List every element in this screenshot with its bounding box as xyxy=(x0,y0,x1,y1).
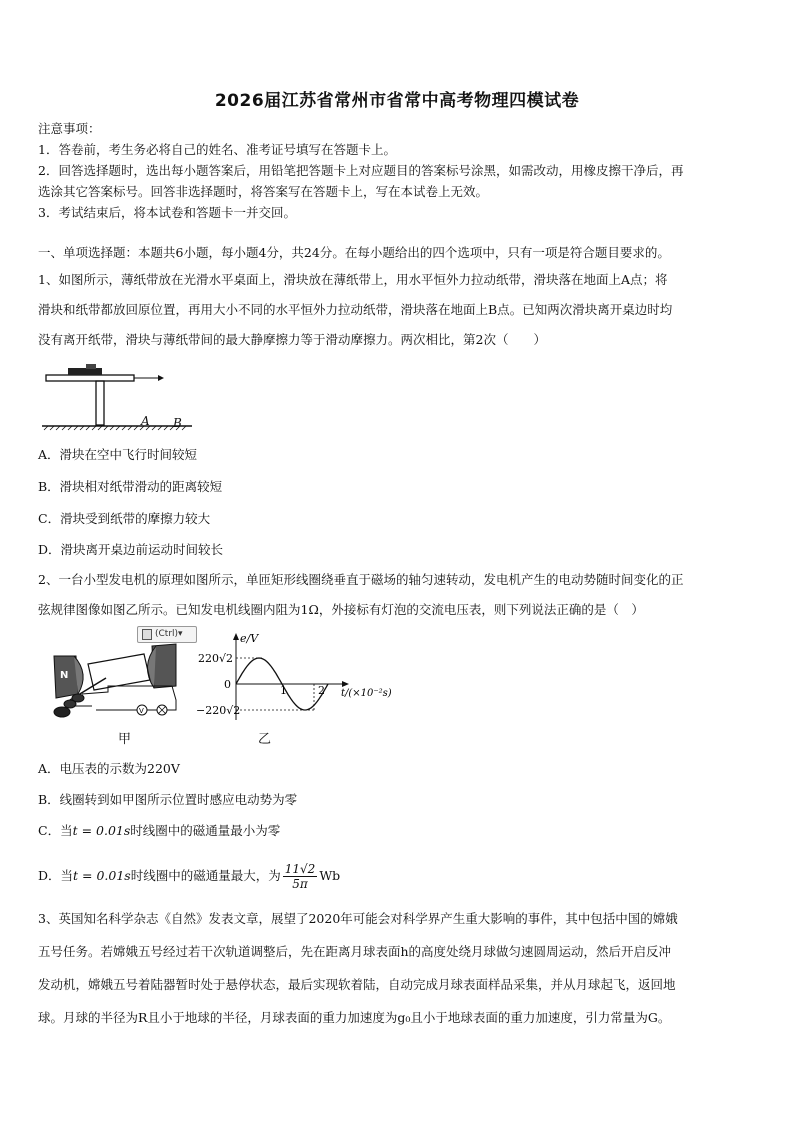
graph-tick-2: 2 xyxy=(318,684,325,697)
graph-tick-1: 1 xyxy=(280,684,287,697)
ctrl-label: (Ctrl)▾ xyxy=(155,629,183,639)
flux-denominator: 5π xyxy=(292,877,308,891)
q2-option-c-math: t = 0.01s xyxy=(72,823,131,838)
notice-item: 选涂其它答案标号。回答非选择题时，将答案写在答题卡上，写在本试卷上无效。 xyxy=(38,184,489,199)
q3-stem-line: 球。月球的半径为R且小于地球的半径，月球表面的重力加速度为g₀且小于地球表面的重力加速度，引力常量为G。 xyxy=(38,1010,671,1025)
q1-stem-line: 没有离开纸带，滑块与薄纸带间的最大静摩擦力等于滑动摩擦力。两次相比，第2次（ ） xyxy=(38,332,546,347)
q3-stem-line: 五号任务。若嫦娥五号经过若干次轨道调整后，先在距离月球表面h的高度处绕月球做匀速圆周运动，然后开启反冲 xyxy=(38,944,672,959)
flux-unit: Wb xyxy=(319,868,341,883)
q1-stem-line: 滑块和纸带都放回原位置，再用大小不同的水平恒外力拉动纸带，滑块落在地面上B点。已知两次滑块离开桌边时均 xyxy=(38,302,673,317)
q1-stem-line: 1、如图所示，薄纸带放在光滑水平桌面上，滑块放在薄纸带上，用水平恒外力拉动纸带，滑块落在地面上A点；将 xyxy=(38,272,668,287)
q2-stem-line: 弦规律图像如图乙所示。已知发电机线圈内阻为1Ω，外接标有灯泡的交流电压表，则下列说法正确的是（ ） xyxy=(38,602,644,617)
q2-option-b: B．线圈转到如甲图所示位置时感应电动势为零 xyxy=(38,792,298,807)
graph-ymax-label: 220√2 xyxy=(198,652,234,665)
q1-option-b: B．滑块相对纸带滑动的距离较短 xyxy=(38,479,223,494)
q2-option-d xyxy=(38,858,340,894)
q1-option-c: C．滑块受到纸带的摩擦力较大 xyxy=(38,511,211,526)
notice-item: 3．考试结束后，将本试卷和答题卡一并交回。 xyxy=(38,205,296,220)
q1-option-d: D．滑块离开桌边前运动时间较长 xyxy=(38,542,224,557)
point-a-label: A xyxy=(141,414,150,428)
point-b-label: B xyxy=(173,416,182,430)
page-title: 2026届江苏省常州市省常中高考物理四模试卷 xyxy=(214,91,580,111)
paste-options-button[interactable] xyxy=(137,626,197,643)
notice-item: 1．答卷前，考生务必将自己的姓名、准考证号填写在答题卡上。 xyxy=(38,142,396,157)
q3-stem-line: 3、英国知名科学杂志《自然》发表文章，展望了2020年可能会对科学界产生重大影响的事件，其中包括中国的嫦娥 xyxy=(38,911,678,926)
generator-figure xyxy=(48,634,188,720)
q3-stem-line: 发动机，嫦娥五号着陆器暂时处于悬停状态，最后实现软着陆，自动完成月球表面样品采集，并从月球起飞，返回地 xyxy=(38,977,676,992)
q1-option-a: A．滑块在空中飞行时间较短 xyxy=(38,447,198,462)
q2-option-d-suffix: 时线圈中的磁通量最大，为 xyxy=(130,868,281,883)
graph-ymin-label: −220√2 xyxy=(196,704,241,717)
q2-option-c xyxy=(38,822,280,840)
q2-option-c-suffix: 时线圈中的磁通量最小为零 xyxy=(130,823,281,838)
q2-option-d-math: t = 0.01s xyxy=(73,868,131,883)
q2-stem-line: 2、一台小型发电机的原理如图所示，单匝矩形线圈绕垂直于磁场的轴匀速转动，发电机产生的电动势随时间变化的正 xyxy=(38,572,684,587)
emf-graph xyxy=(196,630,396,722)
figure-jia-label: 甲 xyxy=(118,732,132,747)
graph-origin-label: 0 xyxy=(224,678,231,691)
graph-xlabel: t/(×10⁻²s) xyxy=(341,688,392,699)
svg-text:V: V xyxy=(139,707,144,715)
section-heading: 一、单项选择题：本题共6小题，每小题4分，共24分。在每小题给出的四个选项中，只有一项是符合题目要求的。 xyxy=(38,245,670,260)
clipboard-icon xyxy=(142,629,152,640)
figure-yi-label: 乙 xyxy=(258,732,272,747)
q2-option-c-prefix: C．当 xyxy=(38,823,73,838)
flux-numerator: 11√2 xyxy=(284,862,316,876)
magnet-n-label: N xyxy=(60,670,69,681)
flux-fraction xyxy=(283,862,318,891)
notice-heading: 注意事项： xyxy=(38,121,101,136)
q2-option-a: A．电压表的示数为220V xyxy=(38,761,180,776)
q2-option-d-prefix: D．当 xyxy=(38,868,74,883)
notice-item: 2．回答选择题时，选出每小题答案后，用铅笔把答题卡上对应题目的答案标号涂黑，如需改动，用橡皮擦干净后，再 xyxy=(38,163,684,178)
graph-ylabel: e/V xyxy=(240,632,259,645)
